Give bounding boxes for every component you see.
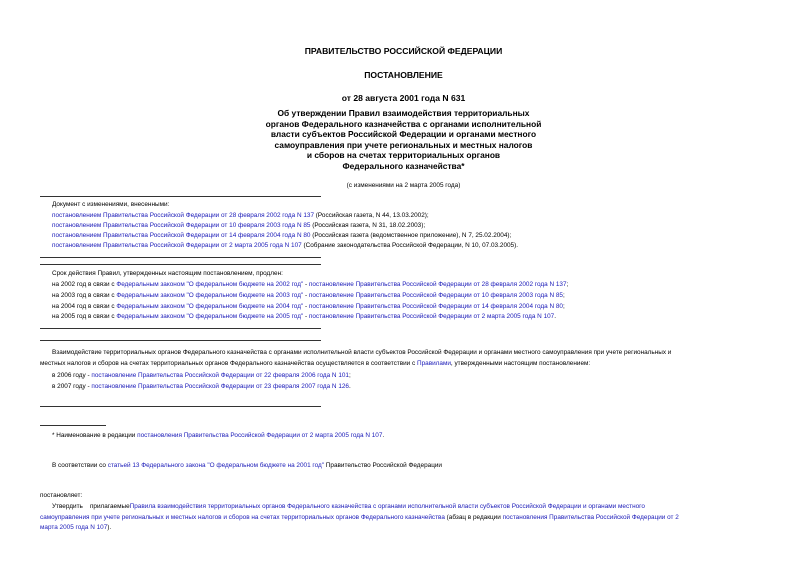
- validity-item: на 2005 год в связи с Федеральным законом "О федеральном бюджете на 2005 год" - постановление Правительства Российской Федерации от 2 марта 2005 года N 107.: [52, 313, 557, 320]
- amendments-intro: Документ с изменениями, внесенными:: [52, 201, 170, 208]
- decree-link[interactable]: марта 2005 года N 107: [40, 524, 108, 531]
- resolves-text: постановляет:: [40, 492, 83, 499]
- document-title: [0, 108, 807, 172]
- document-type-heading: ПОСТАНОВЛЕНИЕ: [364, 70, 443, 80]
- amendment-link[interactable]: постановлением Правительства Российской Федерации от 2 марта 2005 года N 107: [52, 242, 302, 249]
- validity-item: на 2002 год в связи с Федеральным законом "О федеральном бюджете на 2002 год" - постановление Правительства Российской Федерации от 28 февраля 2002 года N 137;: [52, 281, 569, 288]
- decree-link[interactable]: постановление Правительства Российской Федерации от 14 февраля 2004 года N 80: [308, 303, 563, 310]
- rules-link[interactable]: Правилами: [417, 359, 451, 367]
- decree-link[interactable]: постановление Правительства Российской Федерации от 28 февраля 2002 года N 137: [308, 281, 567, 288]
- amendment-link[interactable]: постановлением Правительства Российской Федерации от 10 февраля 2003 года N 85: [52, 222, 311, 229]
- decree-link[interactable]: постановление Правительства Российской Федерации от 22 февраля 2006 года N 101: [91, 372, 349, 379]
- validity-intro: Срок действия Правил, утвержденных настоящим постановлением, продлен:: [52, 270, 283, 277]
- amendment-link[interactable]: постановлением Правительства Российской Федерации от 14 февраля 2004 года N 80: [52, 232, 311, 239]
- decree-link[interactable]: постановление Правительства Российской Федерации от 23 февраля 2007 года N 126: [91, 383, 349, 390]
- rules-link[interactable]: самоуправления при учете региональных и местных налогов и сборов на счетах территориальных органов Федерального казначейства: [40, 513, 445, 521]
- law-link[interactable]: Федеральным законом "О федеральном бюджете на 2003 год": [116, 292, 304, 299]
- approve-paragraph: Утвердить прилагаемыеПравила взаимодействия территориальных органов Федерального казначейства с органами исполнительной власти субъектов Российской Федерации и органами местного самоуправления при учете региональных и местных налогов и сборов на счетах территориальных органов Федерального казначейства (абзац в редакции постановления Правительства Российской Федерации от 2 марта 2005 года N 107).: [40, 503, 679, 531]
- decree-link[interactable]: постановление Правительства Российской Федерации от 10 февраля 2003 года N 85: [308, 292, 563, 299]
- interaction-paragraph: Взаимодействие территориальных органов Федерального казначейства с органами исполнительной власти субъектов Российской Федерации и органами местного самоуправления при учете региональных и местных налогов и сборов на счетах территориальных органов Федерального казначейства осуществляется в соответствии с Правилами, утвержденными настоящим постановлением:: [40, 349, 672, 367]
- footnote-divider: [40, 425, 106, 426]
- law-link[interactable]: Федеральным законом "О федеральном бюджете на 2005 год": [116, 313, 304, 320]
- title-line: самоуправления при учете региональных и местных налогов: [274, 139, 533, 150]
- decree-link[interactable]: постановления Правительства Российской Федерации от 2: [502, 513, 679, 521]
- amendment-item: постановлением Правительства Российской Федерации от 28 февраля 2002 года N 137 (Российская газета, N 44, 13.03.2002);: [52, 212, 429, 219]
- divider: [40, 406, 321, 407]
- divider: [40, 257, 321, 258]
- validity-item: на 2004 год в связи с Федеральным законом "О федеральном бюджете на 2004 год" - постановление Правительства Российской Федерации от 14 февраля 2004 года N 80;: [52, 303, 565, 310]
- divider: [40, 196, 321, 197]
- amendment-link[interactable]: постановлением Правительства Российской Федерации от 28 февраля 2002 года N 137: [52, 212, 315, 219]
- government-heading: ПРАВИТЕЛЬСТВО РОССИЙСКОЙ ФЕДЕРАЦИИ: [304, 46, 503, 56]
- revision-note: (с изменениями на 2 марта 2005 года): [346, 182, 461, 189]
- footnote-link[interactable]: постановления Правительства Российской Федерации от 2 марта 2005 года N 107: [137, 432, 383, 439]
- rules-link[interactable]: Правила взаимодействия территориальных органов Федерального казначейства с органами исполнительной власти субъектов Российской Федерации и органами местного: [129, 503, 645, 510]
- title-line: Федерального казначейства*: [342, 160, 465, 171]
- amendment-item: постановлением Правительства Российской Федерации от 10 февраля 2003 года N 85 (Российская газета, N 31, 18.02.2003);: [52, 222, 426, 229]
- amendment-item: постановлением Правительства Российской Федерации от 14 февраля 2004 года N 80 (Российская газета (ведомственное приложение), N 7, 25.02.2004);: [52, 232, 512, 239]
- divider: [40, 328, 321, 329]
- title-line: органов Федерального казначейства с органами исполнительной: [265, 118, 542, 129]
- interaction-item: в 2007 году - постановление Правительства Российской Федерации от 23 февраля 2007 года N 126.: [52, 383, 351, 390]
- title-line: и сборов на счетах территориальных органов: [306, 150, 501, 161]
- law-link[interactable]: статьей 13 Федерального закона "О федеральном бюджете на 2001 год": [107, 462, 325, 469]
- title-line: власти субъектов Российской Федерации и органами местного: [270, 129, 537, 140]
- decree-link[interactable]: постановление Правительства Российской Федерации от 2 марта 2005 года N 107: [308, 313, 555, 320]
- law-link[interactable]: Федеральным законом "О федеральном бюджете на 2002 год": [116, 281, 304, 288]
- footnote: * Наименование в редакции постановления Правительства Российской Федерации от 2 марта 2005 года N 107.: [52, 432, 385, 439]
- title-line: Об утверждении Правил взаимодействия территориальных: [277, 108, 530, 118]
- divider: [40, 340, 321, 341]
- validity-item: на 2003 год в связи с Федеральным законом "О федеральном бюджете на 2003 год" - постановление Правительства Российской Федерации от 10 февраля 2003 года N 85;: [52, 292, 565, 299]
- divider: [40, 264, 321, 265]
- law-link[interactable]: Федеральным законом "О федеральном бюджете на 2004 год": [116, 303, 304, 310]
- interaction-item: в 2006 году - постановление Правительства Российской Федерации от 22 февраля 2006 года N 101;: [52, 372, 351, 379]
- date-number-heading: от 28 августа 2001 года N 631: [341, 93, 466, 103]
- basis-paragraph: В соответствии со статьей 13 Федерального закона "О федеральном бюджете на 2001 год" Правительство Российской Федерации: [52, 462, 442, 469]
- amendment-item: постановлением Правительства Российской Федерации от 2 марта 2005 года N 107 (Собрание законодательства Российской Федерации, N 10, 07.03.2005).: [52, 242, 519, 249]
